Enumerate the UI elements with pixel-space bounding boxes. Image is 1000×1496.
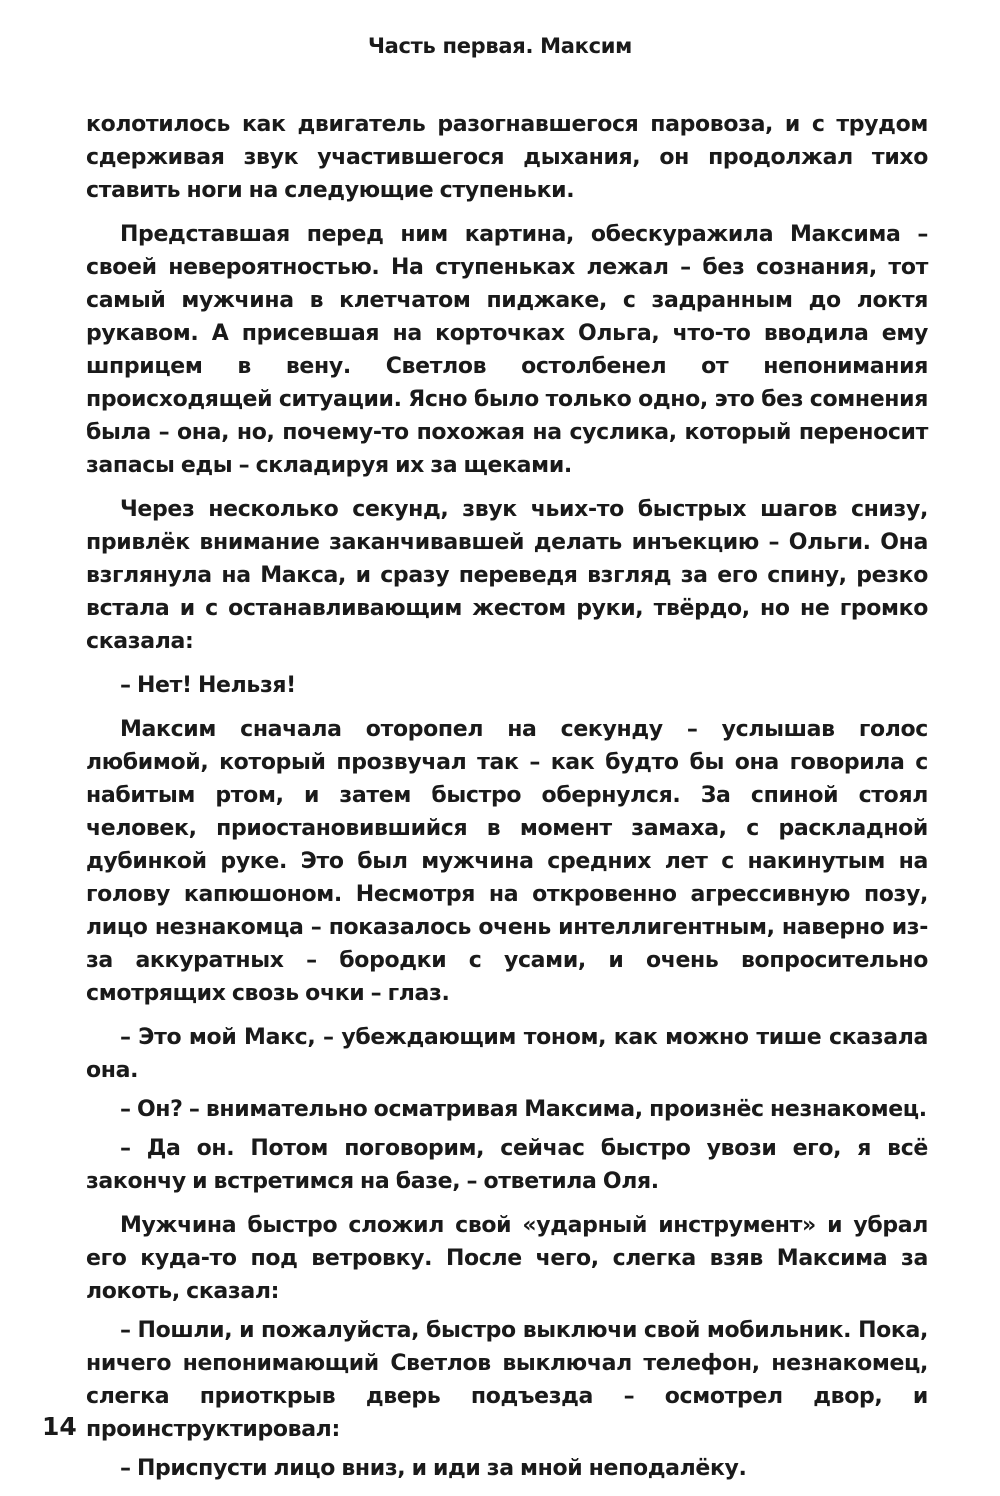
- paragraph: Через несколько секунд, звук чьих-то быстрых шагов снизу, привлёк внимание заканчивавшей делать инъекцию – Ольги. Она взглянула на Макса, и сразу переведя взгляд за его спину, резко встала и с останавливающим жестом руки, твёрдо, но не громко сказала:: [86, 497, 928, 654]
- dialogue-line: – Нет! Нельзя!: [120, 673, 296, 698]
- body-text: [86, 108, 928, 1496]
- paragraph: Представшая перед ним картина, обескуражила Максима – своей невероятностью. На ступеньках лежал – без сознания, тот самый мужчина в клетчатом пиджаке, с задранным до локтя рукавом. А присевшая на корточках Ольга, что-то вводила ему шприцем в вену. Светлов остолбенел от непонимания происходящей ситуации. Ясно было только одно, это без сомнения была – она, но, почему-то похожая на суслика, который переносит запасы еды – складируя их за щеками.: [86, 222, 928, 478]
- dialogue-line: – Он? – внимательно осматривая Максима, произнёс незнакомец.: [120, 1097, 927, 1122]
- dialogue-line: – Приспусти лицо вниз, и иди за мной неподалёку.: [120, 1456, 747, 1481]
- dialogue-line: – Пошли, и пожалуйста, быстро выключи свой мобильник. Пока, ничего непонимающий Светлов выключал телефон, незнакомец, слегка приоткрыв дверь подъезда – осмотрел двор, и проинструктировал:: [86, 1318, 928, 1442]
- page-number: 14: [42, 1412, 77, 1441]
- dialogue-line: – Это мой Макс, – убеждающим тоном, как можно тише сказала она.: [86, 1025, 928, 1083]
- paragraph: Максим сначала оторопел на секунду – услышав голос любимой, который прозвучал так – как будто бы она говорила с набитым ртом, и затем быстро обернулся. За спиной стоял человек, приостановившийся в момент замаха, с раскладной дубинкой руке. Это был мужчина средних лет с накинутым на голову капюшоном. Несмотря на откровенно агрессивную позу, лицо незнакомца – показалось очень интеллигентным, наверно из-за аккуратных – бородки с усами, и очень вопросительно смотрящих свозь очки – глаз.: [86, 717, 928, 1006]
- dialogue-line: – Да он. Потом поговорим, сейчас быстро увози его, я всё закончу и встретимся на базе, – ответила Оля.: [86, 1136, 928, 1194]
- paragraph: Мужчина быстро сложил свой «ударный инструмент» и убрал его куда-то под ветровку. После чего, слегка взяв Максима за локоть, сказал:: [86, 1213, 928, 1304]
- paragraph: колотилось как двигатель разогнавшегося паровоза, и с трудом сдерживая звук участившегося дыхания, он продолжал тихо ставить ноги на следующие ступеньки.: [86, 112, 928, 203]
- running-head: Часть первая. Максим: [367, 34, 633, 58]
